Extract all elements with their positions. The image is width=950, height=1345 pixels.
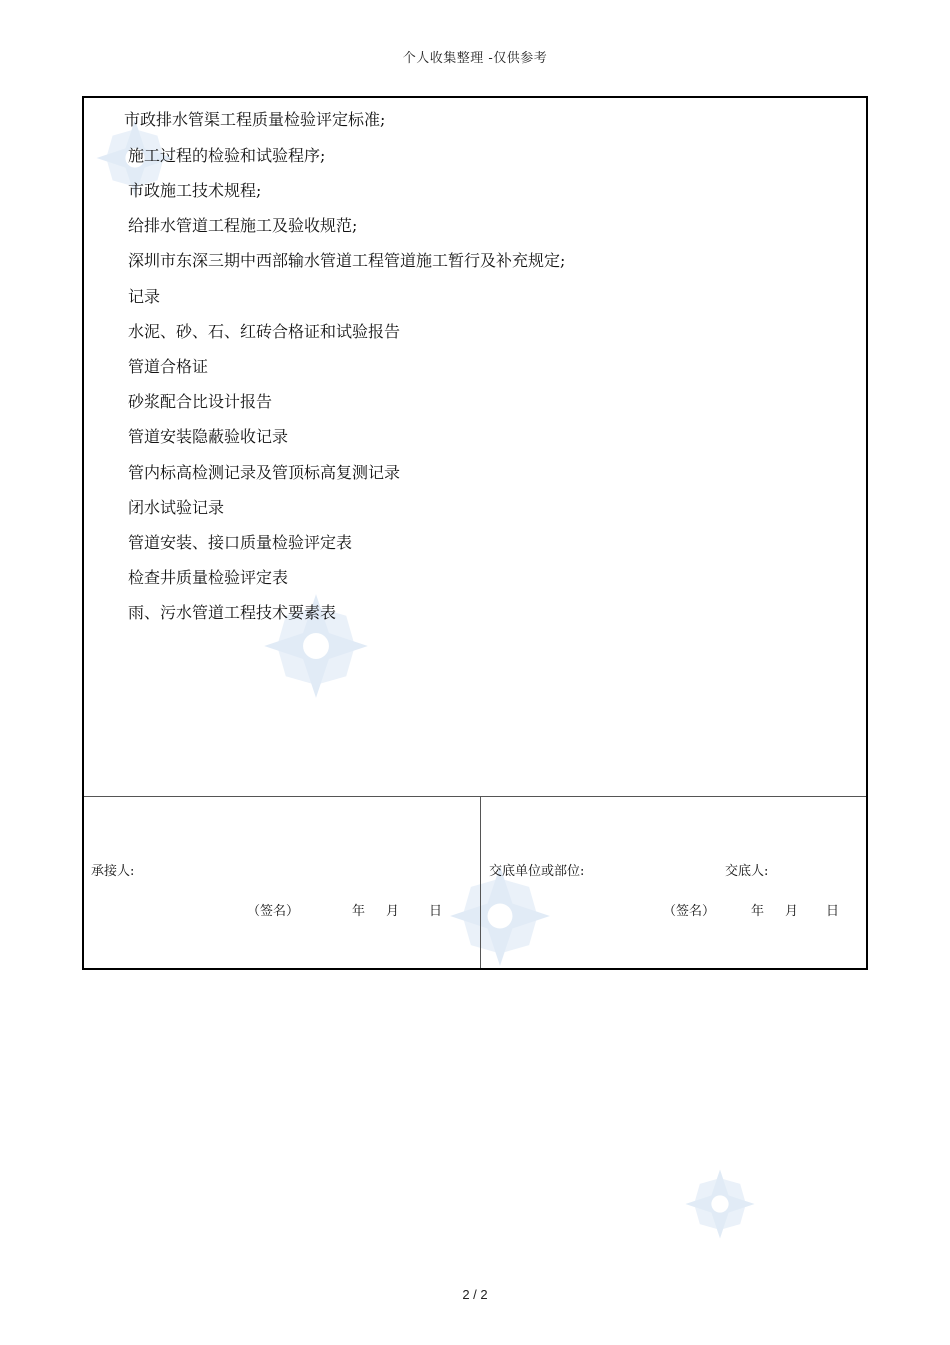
list-item: 管道合格证 <box>128 357 209 376</box>
list-item: 水泥、砂、石、红砖合格证和试验报告 <box>128 322 401 341</box>
page-number: 2 / 2 <box>462 1287 488 1302</box>
receiver-cell <box>84 797 481 968</box>
year-label: 年 <box>352 904 366 919</box>
handover-cell <box>481 797 866 968</box>
page-header: 个人收集整理 -仅供参考 <box>402 51 548 66</box>
snowflake-watermark-icon <box>684 1168 756 1240</box>
list-item: 给排水管道工程施工及验收规范; <box>128 216 358 235</box>
list-item: 砂浆配合比设计报告 <box>128 392 273 411</box>
list-item: 管道安装隐蔽验收记录 <box>128 427 289 446</box>
reference-list <box>84 98 866 796</box>
receiver-label: 承接人: <box>91 864 135 879</box>
signature-label: （签名） <box>663 904 716 919</box>
list-item: 闭水试验记录 <box>128 498 225 517</box>
list-item: 雨、污水管道工程技术要素表 <box>128 603 337 622</box>
list-item: 管道安装、接口质量检验评定表 <box>128 533 353 552</box>
day-label: 日 <box>429 904 443 919</box>
list-item: 市政施工技术规程; <box>128 181 262 200</box>
list-item: 施工过程的检验和试验程序; <box>128 146 326 165</box>
signature-section <box>84 796 866 968</box>
month-label: 月 <box>785 904 799 919</box>
list-item: 记录 <box>128 287 161 306</box>
signature-label: （签名） <box>247 904 300 919</box>
handover-person-label: 交底人: <box>725 864 769 879</box>
handover-unit-label: 交底单位或部位: <box>489 864 585 879</box>
list-item: 检查井质量检验评定表 <box>128 568 289 587</box>
year-label: 年 <box>751 904 765 919</box>
list-item: 深圳市东深三期中西部输水管道工程管道施工暂行及补充规定; <box>128 251 566 270</box>
month-label: 月 <box>386 904 400 919</box>
list-item: 管内标高检测记录及管顶标高复测记录 <box>128 463 401 482</box>
handover-form <box>82 96 868 970</box>
list-item: 市政排水管渠工程质量检验评定标准; <box>124 110 386 129</box>
day-label: 日 <box>826 904 840 919</box>
